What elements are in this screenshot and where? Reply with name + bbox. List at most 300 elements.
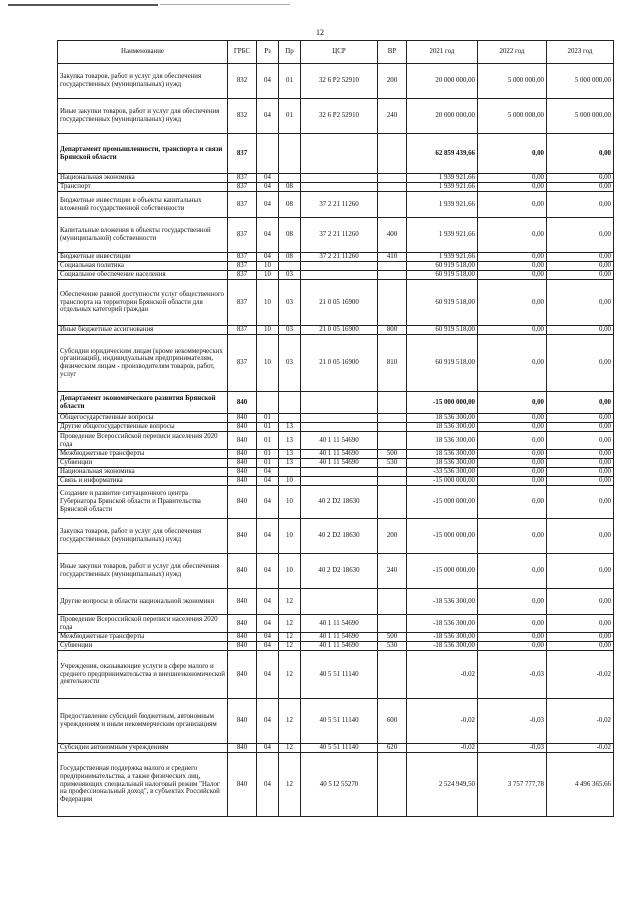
row-2021-cell: -18 536 300,00 — [407, 615, 478, 633]
row-pr-cell — [279, 262, 301, 271]
row-name-cell: Социальная политика — [58, 262, 228, 271]
row-grbs-cell: 840 — [228, 642, 257, 651]
row-pr-cell: 13 — [279, 432, 301, 450]
row-csr-cell: 37 2 21 11260 — [301, 218, 378, 253]
row-2022-cell: 0,00 — [478, 271, 547, 280]
row-pr-cell: 08 — [279, 218, 301, 253]
table-row — [58, 271, 614, 280]
row-2021-cell: -15 000 000,00 — [407, 554, 478, 589]
row-rz-cell: 04 — [257, 753, 279, 817]
row-vr-cell — [378, 414, 407, 423]
row-csr-cell: 40 2 D2 18630 — [301, 554, 378, 589]
table-row — [58, 633, 614, 642]
row-2023-cell: -0,02 — [547, 744, 614, 753]
row-2023-cell: 0,00 — [547, 519, 614, 554]
row-csr-cell: 40 5 51 11140 — [301, 744, 378, 753]
top-scan-rule — [8, 4, 158, 6]
row-2022-cell: -0,03 — [478, 651, 547, 699]
row-2023-cell: -0,02 — [547, 699, 614, 744]
table-row — [58, 392, 614, 414]
row-2022-cell: 0,00 — [478, 280, 547, 326]
row-rz-cell: 04 — [257, 218, 279, 253]
row-2023-cell: 0,00 — [547, 218, 614, 253]
row-rz-cell: 10 — [257, 271, 279, 280]
row-rz-cell: 04 — [257, 64, 279, 99]
row-2023-cell: -0,02 — [547, 651, 614, 699]
row-pr-cell: 12 — [279, 699, 301, 744]
row-csr-cell: 40 1 11 54690 — [301, 615, 378, 633]
row-csr-cell: 40 5 51 11140 — [301, 699, 378, 744]
row-2023-cell: 0,00 — [547, 615, 614, 633]
row-csr-cell: 32 6 P2 52910 — [301, 99, 378, 134]
table-row — [58, 744, 614, 753]
row-2023-cell: 0,00 — [547, 459, 614, 468]
row-pr-cell: 08 — [279, 253, 301, 262]
row-2023-cell: 0,00 — [547, 271, 614, 280]
row-name-cell: Обеспечение равной доступности услуг общественного транспорта на территории Брянской области для отдельных категорий граждан — [58, 280, 228, 326]
row-csr-cell — [301, 262, 378, 271]
table-row — [58, 335, 614, 392]
row-2021-cell: 60 919 518,00 — [407, 271, 478, 280]
row-2023-cell: 5 000 000,00 — [547, 99, 614, 134]
row-2021-cell: -33 536 300,00 — [407, 468, 478, 477]
row-rz-cell — [257, 134, 279, 174]
table-row — [58, 450, 614, 459]
row-grbs-cell: 840 — [228, 392, 257, 414]
row-2023-cell: 0,00 — [547, 326, 614, 335]
row-name-cell: Учреждения, оказывающие услуги в сфере малого и среднего предпринимательства и внешнеэкономической деятельности — [58, 651, 228, 699]
row-pr-cell: 10 — [279, 519, 301, 554]
row-grbs-cell: 832 — [228, 64, 257, 99]
row-pr-cell: 03 — [279, 271, 301, 280]
row-2021-cell: 18 536 300,00 — [407, 459, 478, 468]
row-2022-cell: 0,00 — [478, 642, 547, 651]
row-name-cell: Проведение Всероссийской переписи населения 2020 года — [58, 615, 228, 633]
row-2021-cell: -18 536 300,00 — [407, 633, 478, 642]
row-grbs-cell: 840 — [228, 699, 257, 744]
row-2021-cell: -15 000 000,00 — [407, 392, 478, 414]
row-2023-cell: 0,00 — [547, 633, 614, 642]
row-vr-cell: 530 — [378, 459, 407, 468]
table-row — [58, 218, 614, 253]
row-2023-cell: 4 496 365,66 — [547, 753, 614, 817]
row-rz-cell: 04 — [257, 253, 279, 262]
row-rz-cell: 04 — [257, 651, 279, 699]
table-row — [58, 642, 614, 651]
row-rz-cell: 01 — [257, 450, 279, 459]
table-row — [58, 615, 614, 633]
table-row — [58, 183, 614, 192]
row-csr-cell — [301, 271, 378, 280]
budget-table — [57, 40, 614, 817]
row-2021-cell: 18 536 300,00 — [407, 414, 478, 423]
row-vr-cell: 620 — [378, 744, 407, 753]
row-vr-cell — [378, 271, 407, 280]
row-name-cell: Бюджетные инвестиции — [58, 253, 228, 262]
row-rz-cell: 10 — [257, 262, 279, 271]
row-grbs-cell: 837 — [228, 280, 257, 326]
row-vr-cell — [378, 589, 407, 615]
row-2023-cell: 0,00 — [547, 262, 614, 271]
row-rz-cell: 04 — [257, 183, 279, 192]
row-2023-cell: 0,00 — [547, 589, 614, 615]
row-rz-cell: 04 — [257, 615, 279, 633]
row-2023-cell: 0,00 — [547, 392, 614, 414]
row-grbs-cell: 837 — [228, 183, 257, 192]
row-2022-cell: -0,03 — [478, 699, 547, 744]
row-grbs-cell: 837 — [228, 326, 257, 335]
row-grbs-cell: 837 — [228, 134, 257, 174]
row-2023-cell: 0,00 — [547, 450, 614, 459]
row-name-cell: Капитальные вложения в объекты государственной (муниципальной) собственности — [58, 218, 228, 253]
row-2021-cell: 1 939 921,66 — [407, 183, 478, 192]
row-2022-cell: 0,00 — [478, 633, 547, 642]
row-rz-cell: 04 — [257, 486, 279, 519]
row-2021-cell: 20 000 000,00 — [407, 64, 478, 99]
row-2022-cell: 0,00 — [478, 134, 547, 174]
row-grbs-cell: 837 — [228, 218, 257, 253]
row-rz-cell: 04 — [257, 99, 279, 134]
table-row — [58, 262, 614, 271]
row-csr-cell: 21 0 05 16900 — [301, 280, 378, 326]
row-2021-cell: -15 000 000,00 — [407, 486, 478, 519]
row-pr-cell: 12 — [279, 633, 301, 642]
row-name-cell: Субвенции — [58, 642, 228, 651]
row-2021-cell: 60 919 518,00 — [407, 280, 478, 326]
row-pr-cell: 08 — [279, 183, 301, 192]
row-vr-cell: 200 — [378, 519, 407, 554]
row-name-cell: Субвенции — [58, 459, 228, 468]
row-grbs-cell: 840 — [228, 753, 257, 817]
row-name-cell: Создание и развитие ситуационного центра Губернатора Брянской области и Правительства Брянской области — [58, 486, 228, 519]
row-pr-cell: 03 — [279, 326, 301, 335]
row-csr-cell: 21 0 05 16900 — [301, 326, 378, 335]
row-2022-cell: 0,00 — [478, 183, 547, 192]
row-2023-cell: 0,00 — [547, 174, 614, 183]
row-rz-cell: 01 — [257, 423, 279, 432]
row-2022-cell: 0,00 — [478, 486, 547, 519]
row-grbs-cell: 837 — [228, 253, 257, 262]
row-grbs-cell: 840 — [228, 450, 257, 459]
row-csr-cell: 40 5 I2 55270 — [301, 753, 378, 817]
header-2022: 2022 год — [478, 41, 547, 64]
row-grbs-cell: 832 — [228, 99, 257, 134]
row-pr-cell — [279, 174, 301, 183]
row-2022-cell: 0,00 — [478, 192, 547, 218]
row-2022-cell: 0,00 — [478, 392, 547, 414]
table-row — [58, 589, 614, 615]
row-vr-cell: 410 — [378, 253, 407, 262]
row-name-cell: Связь и информатика — [58, 477, 228, 486]
table-row — [58, 477, 614, 486]
row-pr-cell: 03 — [279, 335, 301, 392]
row-rz-cell: 10 — [257, 335, 279, 392]
row-pr-cell: 12 — [279, 651, 301, 699]
row-2021-cell: 60 919 518,00 — [407, 335, 478, 392]
row-pr-cell — [279, 468, 301, 477]
row-2021-cell: 2 524 949,50 — [407, 753, 478, 817]
table-row — [58, 174, 614, 183]
row-grbs-cell: 837 — [228, 271, 257, 280]
row-rz-cell: 04 — [257, 744, 279, 753]
row-name-cell: Иные бюджетные ассигнования — [58, 326, 228, 335]
row-grbs-cell: 840 — [228, 432, 257, 450]
row-vr-cell: 240 — [378, 99, 407, 134]
row-grbs-cell: 837 — [228, 192, 257, 218]
table-row — [58, 753, 614, 817]
row-csr-cell — [301, 134, 378, 174]
row-vr-cell — [378, 192, 407, 218]
row-grbs-cell: 840 — [228, 414, 257, 423]
header-2023: 2023 год — [547, 41, 614, 64]
table-row — [58, 423, 614, 432]
row-pr-cell: 01 — [279, 99, 301, 134]
row-name-cell: Бюджетные инвестиции в объекты капитальных вложений государственной собственности — [58, 192, 228, 218]
row-grbs-cell: 840 — [228, 468, 257, 477]
row-2023-cell: 0,00 — [547, 414, 614, 423]
row-name-cell: Другие вопросы в области национальной экономики — [58, 589, 228, 615]
row-pr-cell — [279, 414, 301, 423]
table-header-row — [58, 41, 614, 64]
row-2022-cell: 0,00 — [478, 432, 547, 450]
row-2021-cell: 18 536 300,00 — [407, 450, 478, 459]
row-vr-cell: 600 — [378, 699, 407, 744]
table-row — [58, 699, 614, 744]
row-vr-cell — [378, 615, 407, 633]
row-name-cell: Закупка товаров, работ и услуг для обеспечения государственных (муниципальных) нужд — [58, 64, 228, 99]
row-2023-cell: 0,00 — [547, 280, 614, 326]
row-name-cell: Общегосударственные вопросы — [58, 414, 228, 423]
row-csr-cell: 40 1 11 54690 — [301, 432, 378, 450]
row-csr-cell — [301, 174, 378, 183]
row-2021-cell: 1 939 921,66 — [407, 192, 478, 218]
row-2021-cell: -0,02 — [407, 744, 478, 753]
header-rz: Рз — [257, 41, 279, 64]
row-2021-cell: 60 919 518,00 — [407, 262, 478, 271]
row-name-cell: Департамент промышленности, транспорта и связи Брянской области — [58, 134, 228, 174]
row-csr-cell: 40 1 11 54690 — [301, 633, 378, 642]
row-csr-cell — [301, 183, 378, 192]
row-2023-cell: 0,00 — [547, 183, 614, 192]
row-grbs-cell: 840 — [228, 651, 257, 699]
row-2023-cell: 0,00 — [547, 477, 614, 486]
row-pr-cell: 13 — [279, 450, 301, 459]
row-rz-cell: 10 — [257, 326, 279, 335]
row-grbs-cell: 840 — [228, 554, 257, 589]
row-2022-cell: 0,00 — [478, 414, 547, 423]
row-rz-cell: 01 — [257, 459, 279, 468]
row-2022-cell: 0,00 — [478, 326, 547, 335]
row-grbs-cell: 840 — [228, 589, 257, 615]
table-row — [58, 486, 614, 519]
row-vr-cell — [378, 432, 407, 450]
table-row — [58, 99, 614, 134]
row-name-cell: Транспорт — [58, 183, 228, 192]
header-name: Наименование — [58, 41, 228, 64]
row-rz-cell: 04 — [257, 699, 279, 744]
row-2022-cell: 0,00 — [478, 335, 547, 392]
row-2021-cell: 62 859 439,66 — [407, 134, 478, 174]
row-vr-cell — [378, 280, 407, 326]
row-2021-cell: -0,02 — [407, 699, 478, 744]
row-2021-cell: 20 000 000,00 — [407, 99, 478, 134]
table-row — [58, 192, 614, 218]
row-pr-cell — [279, 134, 301, 174]
row-2023-cell: 0,00 — [547, 423, 614, 432]
row-2022-cell: 5 000 000,00 — [478, 99, 547, 134]
header-grbs: ГРБС — [228, 41, 257, 64]
row-name-cell: Национальная экономика — [58, 174, 228, 183]
row-2021-cell: -18 536 300,00 — [407, 589, 478, 615]
row-grbs-cell: 840 — [228, 486, 257, 519]
row-pr-cell: 13 — [279, 459, 301, 468]
row-pr-cell: 10 — [279, 554, 301, 589]
row-pr-cell: 01 — [279, 64, 301, 99]
row-2023-cell: 0,00 — [547, 642, 614, 651]
row-2021-cell: 1 939 921,66 — [407, 174, 478, 183]
row-pr-cell: 08 — [279, 192, 301, 218]
row-2023-cell: 0,00 — [547, 468, 614, 477]
row-csr-cell: 21 0 05 16900 — [301, 335, 378, 392]
row-pr-cell: 12 — [279, 753, 301, 817]
row-rz-cell: 04 — [257, 633, 279, 642]
row-rz-cell: 01 — [257, 432, 279, 450]
row-pr-cell: 10 — [279, 486, 301, 519]
row-2021-cell: -15 000 000,00 — [407, 519, 478, 554]
row-vr-cell — [378, 651, 407, 699]
table-row — [58, 519, 614, 554]
row-2022-cell: 0,00 — [478, 615, 547, 633]
row-2021-cell: -15 000 000,00 — [407, 477, 478, 486]
row-name-cell: Субсидии автономным учреждениям — [58, 744, 228, 753]
row-pr-cell: 03 — [279, 280, 301, 326]
row-pr-cell: 12 — [279, 589, 301, 615]
row-rz-cell: 04 — [257, 519, 279, 554]
table-row — [58, 280, 614, 326]
row-vr-cell: 200 — [378, 64, 407, 99]
row-vr-cell — [378, 174, 407, 183]
row-grbs-cell: 840 — [228, 477, 257, 486]
row-vr-cell — [378, 134, 407, 174]
row-vr-cell: 400 — [378, 218, 407, 253]
row-2022-cell: 0,00 — [478, 519, 547, 554]
row-csr-cell — [301, 414, 378, 423]
row-2022-cell: 0,00 — [478, 459, 547, 468]
header-pr: Пр — [279, 41, 301, 64]
table-row — [58, 64, 614, 99]
row-2022-cell: 5 000 000,00 — [478, 64, 547, 99]
row-grbs-cell: 840 — [228, 459, 257, 468]
row-2021-cell: 1 939 921,66 — [407, 218, 478, 253]
row-2022-cell: 0,00 — [478, 468, 547, 477]
table-row — [58, 253, 614, 262]
row-rz-cell — [257, 392, 279, 414]
row-rz-cell: 04 — [257, 554, 279, 589]
row-csr-cell: 40 1 11 54690 — [301, 450, 378, 459]
header-csr: ЦСР — [301, 41, 378, 64]
row-2022-cell: 3 757 777,78 — [478, 753, 547, 817]
row-2021-cell: -0,02 — [407, 651, 478, 699]
row-vr-cell — [378, 486, 407, 519]
row-vr-cell — [378, 423, 407, 432]
table-row — [58, 459, 614, 468]
table-row — [58, 134, 614, 174]
row-2023-cell: 0,00 — [547, 335, 614, 392]
row-vr-cell — [378, 262, 407, 271]
row-pr-cell: 13 — [279, 423, 301, 432]
row-rz-cell: 04 — [257, 589, 279, 615]
row-rz-cell: 01 — [257, 414, 279, 423]
row-csr-cell: 37 2 21 11260 — [301, 253, 378, 262]
row-2021-cell: 18 536 300,00 — [407, 432, 478, 450]
row-2022-cell: 0,00 — [478, 450, 547, 459]
header-2021: 2021 год — [407, 41, 478, 64]
row-grbs-cell: 840 — [228, 423, 257, 432]
row-vr-cell: 500 — [378, 633, 407, 642]
row-name-cell: Социальное обеспечение населения — [58, 271, 228, 280]
row-csr-cell: 40 2 D2 18630 — [301, 486, 378, 519]
row-vr-cell — [378, 392, 407, 414]
row-vr-cell — [378, 468, 407, 477]
row-vr-cell — [378, 753, 407, 817]
row-vr-cell — [378, 477, 407, 486]
row-csr-cell: 37 2 21 11260 — [301, 192, 378, 218]
header-vr: ВР — [378, 41, 407, 64]
row-2023-cell: 0,00 — [547, 432, 614, 450]
row-2022-cell: -0,03 — [478, 744, 547, 753]
table-row — [58, 326, 614, 335]
row-vr-cell: 530 — [378, 642, 407, 651]
table-row — [58, 651, 614, 699]
row-grbs-cell: 837 — [228, 174, 257, 183]
row-rz-cell: 04 — [257, 477, 279, 486]
row-csr-cell: 40 5 51 11140 — [301, 651, 378, 699]
row-2023-cell: 0,00 — [547, 486, 614, 519]
row-csr-cell — [301, 423, 378, 432]
row-name-cell: Другие общегосударственные вопросы — [58, 423, 228, 432]
row-name-cell: Иные закупки товаров, работ и услуг для обеспечения государственных (муниципальных) нужд — [58, 99, 228, 134]
row-vr-cell: 810 — [378, 335, 407, 392]
row-vr-cell: 500 — [378, 450, 407, 459]
row-2021-cell: -18 536 300,00 — [407, 642, 478, 651]
row-name-cell: Государственная поддержка малого и среднего предпринимательства, а также физических лиц, применяющих специальный налоговый режим "Налог на профессиональный доход", в субъектах Российской Федерации — [58, 753, 228, 817]
row-2023-cell: 5 000 000,00 — [547, 64, 614, 99]
row-name-cell: Межбюджетные трансферты — [58, 633, 228, 642]
row-name-cell: Межбюджетные трансферты — [58, 450, 228, 459]
row-vr-cell: 240 — [378, 554, 407, 589]
row-rz-cell: 04 — [257, 642, 279, 651]
row-2022-cell: 0,00 — [478, 262, 547, 271]
row-2022-cell: 0,00 — [478, 589, 547, 615]
row-vr-cell: 800 — [378, 326, 407, 335]
row-2022-cell: 0,00 — [478, 174, 547, 183]
row-csr-cell: 40 1 11 54690 — [301, 642, 378, 651]
row-grbs-cell: 840 — [228, 615, 257, 633]
row-name-cell: Предоставление субсидий бюджетным, автономным учреждениям и иным некоммерческим организациям — [58, 699, 228, 744]
row-vr-cell — [378, 183, 407, 192]
row-name-cell: Департамент экономического развития Брянской области — [58, 392, 228, 414]
table-row — [58, 554, 614, 589]
row-rz-cell: 04 — [257, 192, 279, 218]
row-pr-cell: 12 — [279, 744, 301, 753]
row-2021-cell: 1 939 921,66 — [407, 253, 478, 262]
row-grbs-cell: 837 — [228, 262, 257, 271]
row-name-cell: Проведение Всероссийской переписи населения 2020 года — [58, 432, 228, 450]
table-body — [58, 64, 614, 817]
row-grbs-cell: 837 — [228, 335, 257, 392]
row-grbs-cell: 840 — [228, 633, 257, 642]
row-pr-cell: 12 — [279, 615, 301, 633]
